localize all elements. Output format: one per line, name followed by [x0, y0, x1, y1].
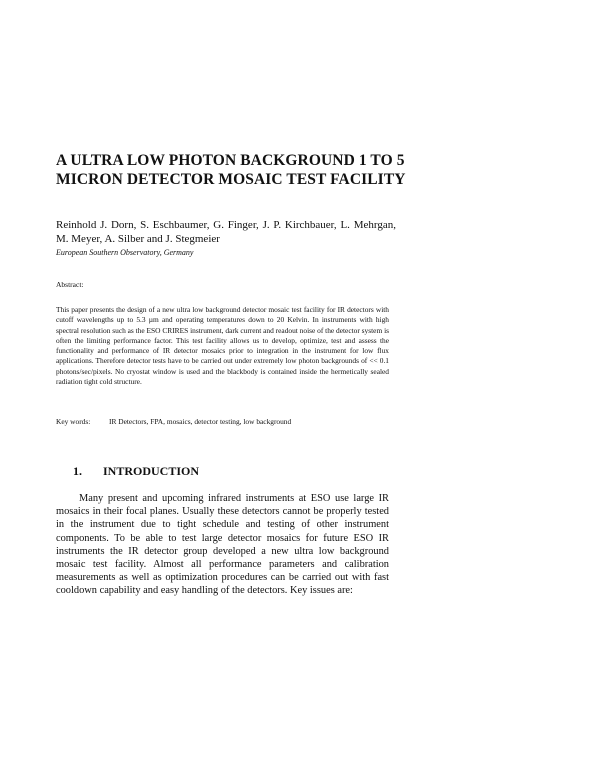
keywords-label: Key words:: [56, 417, 91, 426]
affiliation: European Southern Observatory, Germany: [56, 248, 194, 257]
section-title: INTRODUCTION: [103, 464, 200, 478]
keywords-text: IR Detectors, FPA, mosaics, detector testing, low background: [109, 417, 292, 426]
paper-title-line-2: MICRON DETECTOR MOSAIC TEST FACILITY: [56, 171, 406, 188]
abstract-label: Abstract:: [56, 280, 84, 289]
keywords: [56, 417, 396, 427]
paper-title-line-1: A ULTRA LOW PHOTON BACKGROUND 1 TO 5: [56, 152, 405, 169]
introduction-paragraph: Many present and upcoming infrared instruments at ESO use large IR mosaics in their focal planes. Usually these detectors cannot be properly tested in the instrument due to tight schedule and testing of other instrument components. To be able to test large detector mosaics for future ESO IR instruments the IR detector group developed a new ultra low background mosaic test facility. Almost all performance parameters and calibration measurements as well as optimization procedures can be carried out with fast cooldown capability and easy handling of the detectors. Key issues are:: [56, 493, 389, 597]
section-heading-introduction: [73, 464, 199, 479]
abstract-text: This paper presents the design of a new ultra low background detector mosaic test facility for IR detectors with cutoff wavelengths up to 5.3 µm and operating temperatures down to 20 Kelvin. In instruments with high spectral resolution such as the ESO CRIRES instrument, dark current and readout noise of the detector system is often the limiting performance factor. This test facility allows us to develop, optimize, test and assess the functionality and performance of IR detector mosaics prior to integration in the instrument for low flux applications. Therefore detector tests have to be carried out under extremely low photon backgrounds of << 0.1 photons/sec/pixels. No cryostat window is used and the blackbody is contained inside the hermetically sealed radiation tight cold structure.: [56, 305, 389, 387]
author-list: Reinhold J. Dorn, S. Eschbaumer, G. Finger, J. P. Kirchbauer, L. Mehrgan, M. Meyer, A. Silber and J. Stegmeier: [56, 219, 396, 245]
section-number: 1.: [73, 464, 82, 478]
paper-title: [56, 151, 476, 189]
